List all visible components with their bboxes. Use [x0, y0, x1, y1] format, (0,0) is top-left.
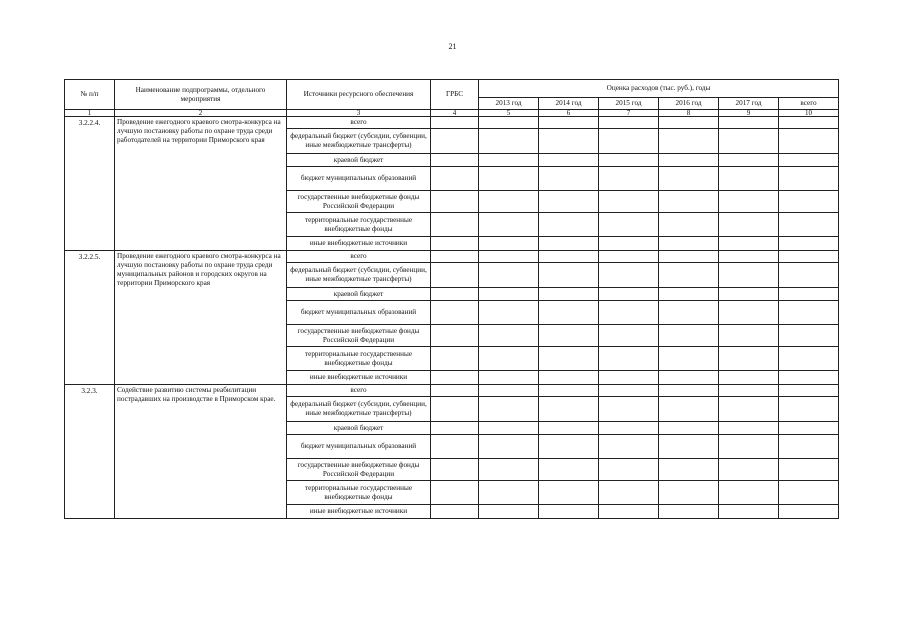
funding-source: государственные внебюджетные фонды Российской Федерации [287, 459, 431, 481]
column-number: 1 [65, 110, 115, 117]
amount-cell [599, 385, 659, 397]
amount-cell [719, 397, 779, 422]
item-code: 3.2.2.5. [65, 251, 115, 385]
amount-cell [479, 213, 539, 237]
amount-cell [539, 505, 599, 519]
amount-cell [779, 385, 839, 397]
amount-cell [719, 263, 779, 288]
grbs-cell [431, 397, 479, 422]
amount-cell [719, 371, 779, 385]
funding-source: краевой бюджет [287, 288, 431, 301]
funding-source: иные внебюджетные источники [287, 505, 431, 519]
header-year: 2016 год [659, 98, 719, 110]
amount-cell [539, 435, 599, 459]
table-body [65, 117, 839, 519]
amount-cell [479, 154, 539, 167]
amount-cell [719, 325, 779, 347]
grbs-cell [431, 288, 479, 301]
amount-cell [599, 191, 659, 213]
page-number: 21 [448, 42, 457, 51]
column-number: 7 [599, 110, 659, 117]
header-total: всего [779, 98, 839, 110]
amount-cell [659, 422, 719, 435]
funding-source: всего [287, 251, 431, 263]
grbs-cell [431, 385, 479, 397]
amount-cell [599, 371, 659, 385]
amount-cell [479, 481, 539, 505]
amount-cell [779, 422, 839, 435]
amount-cell [659, 167, 719, 191]
amount-cell [539, 481, 599, 505]
amount-cell [539, 191, 599, 213]
header-year: 2014 год [539, 98, 599, 110]
amount-cell [719, 422, 779, 435]
header-num: № п/п [65, 80, 115, 110]
funding-source: бюджет муниципальных образований [287, 167, 431, 191]
amount-cell [719, 385, 779, 397]
amount-cell [599, 288, 659, 301]
funding-source: территориальные государственные внебюджетные фонды [287, 347, 431, 371]
amount-cell [479, 167, 539, 191]
grbs-cell [431, 422, 479, 435]
amount-cell [599, 347, 659, 371]
header-grbs: ГРБС [431, 80, 479, 110]
amount-cell [659, 237, 719, 251]
amount-cell [599, 505, 659, 519]
column-number: 4 [431, 110, 479, 117]
amount-cell [539, 154, 599, 167]
amount-cell [779, 191, 839, 213]
amount-cell [479, 347, 539, 371]
grbs-cell [431, 154, 479, 167]
resource-table [64, 79, 839, 519]
amount-cell [479, 191, 539, 213]
amount-cell [479, 397, 539, 422]
amount-cell [719, 154, 779, 167]
amount-cell [479, 422, 539, 435]
amount-cell [719, 288, 779, 301]
amount-cell [599, 263, 659, 288]
amount-cell [779, 301, 839, 325]
amount-cell [479, 459, 539, 481]
table-row [65, 385, 839, 397]
amount-cell [539, 237, 599, 251]
amount-cell [779, 288, 839, 301]
funding-source: территориальные государственные внебюджетные фонды [287, 481, 431, 505]
funding-source: государственные внебюджетные фонды Российской Федерации [287, 191, 431, 213]
amount-cell [539, 251, 599, 263]
amount-cell [659, 301, 719, 325]
amount-cell [599, 251, 659, 263]
amount-cell [659, 288, 719, 301]
amount-cell [479, 129, 539, 154]
amount-cell [659, 213, 719, 237]
funding-source: всего [287, 385, 431, 397]
item-name: Проведение ежегодного краевого смотра-конкурса на лучшую постановку работы по охране труда среди работодателей на территории Приморского края [115, 117, 287, 251]
funding-source: иные внебюджетные источники [287, 371, 431, 385]
amount-cell [779, 371, 839, 385]
funding-source: федеральный бюджет (субсидии, субвенции, иные межбюджетные трансферты) [287, 263, 431, 288]
amount-cell [719, 237, 779, 251]
amount-cell [539, 347, 599, 371]
funding-source: федеральный бюджет (субсидии, субвенции, иные межбюджетные трансферты) [287, 129, 431, 154]
amount-cell [779, 263, 839, 288]
amount-cell [719, 191, 779, 213]
amount-cell [479, 117, 539, 129]
amount-cell [599, 237, 659, 251]
amount-cell [479, 237, 539, 251]
header-estimate: Оценка расходов (тыс. руб.), годы [479, 80, 839, 98]
amount-cell [539, 263, 599, 288]
grbs-cell [431, 481, 479, 505]
amount-cell [779, 154, 839, 167]
amount-cell [599, 154, 659, 167]
grbs-cell [431, 371, 479, 385]
amount-cell [599, 167, 659, 191]
grbs-cell [431, 263, 479, 288]
amount-cell [779, 347, 839, 371]
amount-cell [599, 325, 659, 347]
grbs-cell [431, 129, 479, 154]
amount-cell [659, 191, 719, 213]
amount-cell [479, 371, 539, 385]
funding-source: государственные внебюджетные фонды Российской Федерации [287, 325, 431, 347]
amount-cell [719, 129, 779, 154]
header-year: 2017 год [719, 98, 779, 110]
amount-cell [659, 481, 719, 505]
table-row [65, 117, 839, 129]
grbs-cell [431, 435, 479, 459]
amount-cell [599, 481, 659, 505]
amount-cell [779, 129, 839, 154]
amount-cell [479, 301, 539, 325]
item-code: 3.2.2.4. [65, 117, 115, 251]
column-number: 6 [539, 110, 599, 117]
amount-cell [659, 325, 719, 347]
amount-cell [659, 385, 719, 397]
amount-cell [779, 325, 839, 347]
funding-source: федеральный бюджет (субсидии, субвенции, иные межбюджетные трансферты) [287, 397, 431, 422]
funding-source: иные внебюджетные источники [287, 237, 431, 251]
amount-cell [659, 154, 719, 167]
amount-cell [659, 505, 719, 519]
amount-cell [779, 481, 839, 505]
amount-cell [479, 251, 539, 263]
amount-cell [539, 385, 599, 397]
amount-cell [479, 288, 539, 301]
amount-cell [779, 397, 839, 422]
amount-cell [539, 422, 599, 435]
amount-cell [779, 117, 839, 129]
amount-cell [719, 251, 779, 263]
amount-cell [719, 347, 779, 371]
funding-source: всего [287, 117, 431, 129]
amount-cell [599, 459, 659, 481]
header-year: 2015 год [599, 98, 659, 110]
header-name: Наименование подпрограммы, отдельного мероприятия [115, 80, 287, 110]
grbs-cell [431, 459, 479, 481]
amount-cell [719, 435, 779, 459]
amount-cell [779, 251, 839, 263]
amount-cell [479, 505, 539, 519]
amount-cell [599, 213, 659, 237]
amount-cell [659, 371, 719, 385]
amount-cell [779, 237, 839, 251]
table-row [65, 251, 839, 263]
column-number: 9 [719, 110, 779, 117]
column-number: 10 [779, 110, 839, 117]
amount-cell [659, 263, 719, 288]
amount-cell [719, 505, 779, 519]
amount-cell [539, 371, 599, 385]
amount-cell [539, 167, 599, 191]
amount-cell [659, 459, 719, 481]
amount-cell [479, 325, 539, 347]
column-number: 3 [287, 110, 431, 117]
amount-cell [599, 435, 659, 459]
amount-cell [479, 435, 539, 459]
grbs-cell [431, 347, 479, 371]
amount-cell [599, 129, 659, 154]
grbs-cell [431, 237, 479, 251]
grbs-cell [431, 191, 479, 213]
item-name: Содействие развитию системы реабилитации пострадавших на производстве в Приморском крае. [115, 385, 287, 519]
grbs-cell [431, 301, 479, 325]
amount-cell [599, 301, 659, 325]
column-number: 8 [659, 110, 719, 117]
item-code: 3.2.3. [65, 385, 115, 519]
grbs-cell [431, 251, 479, 263]
amount-cell [659, 435, 719, 459]
amount-cell [539, 397, 599, 422]
funding-source: бюджет муниципальных образований [287, 301, 431, 325]
amount-cell [779, 167, 839, 191]
header-year: 2013 год [479, 98, 539, 110]
amount-cell [599, 117, 659, 129]
amount-cell [479, 263, 539, 288]
amount-cell [779, 459, 839, 481]
amount-cell [539, 459, 599, 481]
amount-cell [659, 117, 719, 129]
amount-cell [779, 213, 839, 237]
amount-cell [539, 117, 599, 129]
amount-cell [539, 213, 599, 237]
amount-cell [659, 251, 719, 263]
amount-cell [719, 481, 779, 505]
column-number: 5 [479, 110, 539, 117]
header-sources: Источники ресурсного обеспечения [287, 80, 431, 110]
column-number: 2 [115, 110, 287, 117]
grbs-cell [431, 505, 479, 519]
amount-cell [719, 301, 779, 325]
amount-cell [719, 117, 779, 129]
funding-source: краевой бюджет [287, 154, 431, 167]
amount-cell [539, 301, 599, 325]
amount-cell [479, 385, 539, 397]
amount-cell [779, 435, 839, 459]
grbs-cell [431, 325, 479, 347]
amount-cell [659, 129, 719, 154]
funding-source: территориальные государственные внебюджетные фонды [287, 213, 431, 237]
item-name: Проведение ежегодного краевого смотра-конкурса на лучшую постановку работы по охране труда среди муниципальных районов и городских округов на территории Приморского края [115, 251, 287, 385]
amount-cell [539, 129, 599, 154]
amount-cell [659, 397, 719, 422]
amount-cell [719, 167, 779, 191]
grbs-cell [431, 213, 479, 237]
grbs-cell [431, 167, 479, 191]
amount-cell [599, 422, 659, 435]
amount-cell [779, 505, 839, 519]
amount-cell [539, 288, 599, 301]
amount-cell [659, 347, 719, 371]
funding-source: бюджет муниципальных образований [287, 435, 431, 459]
amount-cell [719, 459, 779, 481]
amount-cell [539, 325, 599, 347]
grbs-cell [431, 117, 479, 129]
amount-cell [599, 397, 659, 422]
amount-cell [719, 213, 779, 237]
funding-source: краевой бюджет [287, 422, 431, 435]
